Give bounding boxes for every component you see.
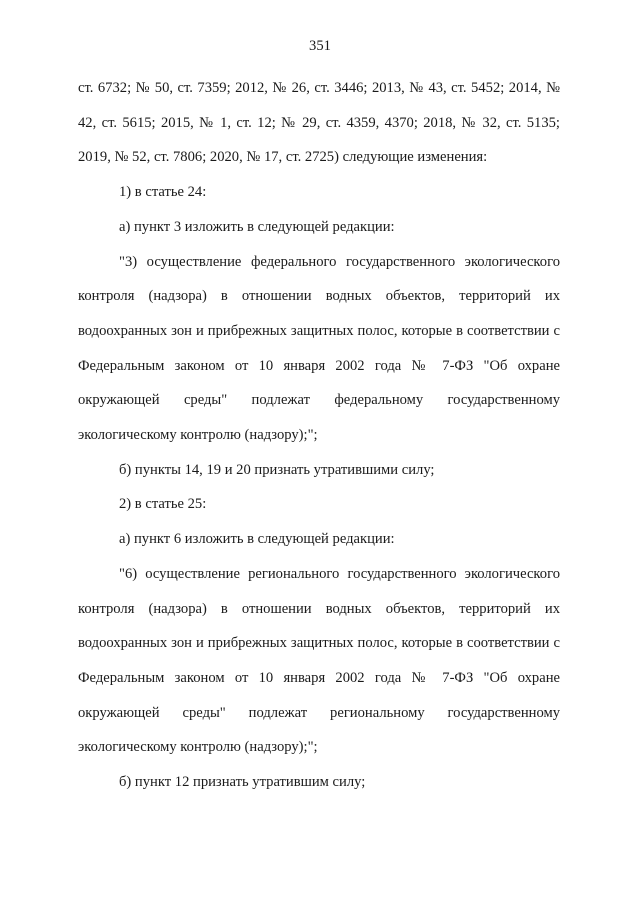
- paragraph-item-b-points-14-19-20: б) пункты 14, 19 и 20 признать утратившими силу;: [119, 461, 435, 478]
- paragraph-point-3-text: "3) осуществление федерального государственного экологического контроля (надзора) в отношении водных объектов, территорий их водоохранных зон и прибрежных защитных полос, которые в соответствии с Федеральным законом от 10 января 2002 года № 7-ФЗ "Об охране окружающей среды" подлежат федеральному государственному экологическому контролю (надзору);";: [78, 253, 560, 444]
- paragraph-item-a-point-6: а) пункт 6 изложить в следующей редакции:: [119, 531, 395, 548]
- paragraph-item-b-point-12: б) пункт 12 признать утратившим силу;: [119, 774, 366, 791]
- paragraph-point-6-text: "6) осуществление регионального государственного экологического контроля (надзора) в отношении водных объектов, территорий их водоохранных зон и прибрежных защитных полос, которые в соответствии с Федеральным законом от 10 января 2002 года № 7-ФЗ "Об охране окружающей среды" подлежат региональному государственному экологическому контролю (надзору);";: [78, 565, 560, 756]
- paragraph-article-25: 2) в статье 25:: [119, 496, 207, 513]
- paragraph-item-a-point-3: а) пункт 3 изложить в следующей редакции:: [119, 218, 395, 235]
- paragraph-citation-continuation: ст. 6732; № 50, ст. 7359; 2012, № 26, ст. 3446; 2013, № 43, ст. 5452; 2014, № 42, ст. 5615; 2015, № 1, ст. 12; № 29, ст. 4359, 4370; 2018, № 32, ст. 5135; 2019, № 52, ст. 7806; 2020, № 17, ст. 2725) следующие изменения:: [78, 80, 560, 166]
- document-body: [78, 71, 560, 800]
- paragraph-article-24: 1) в статье 24:: [119, 184, 207, 201]
- page-number: 351: [309, 38, 331, 54]
